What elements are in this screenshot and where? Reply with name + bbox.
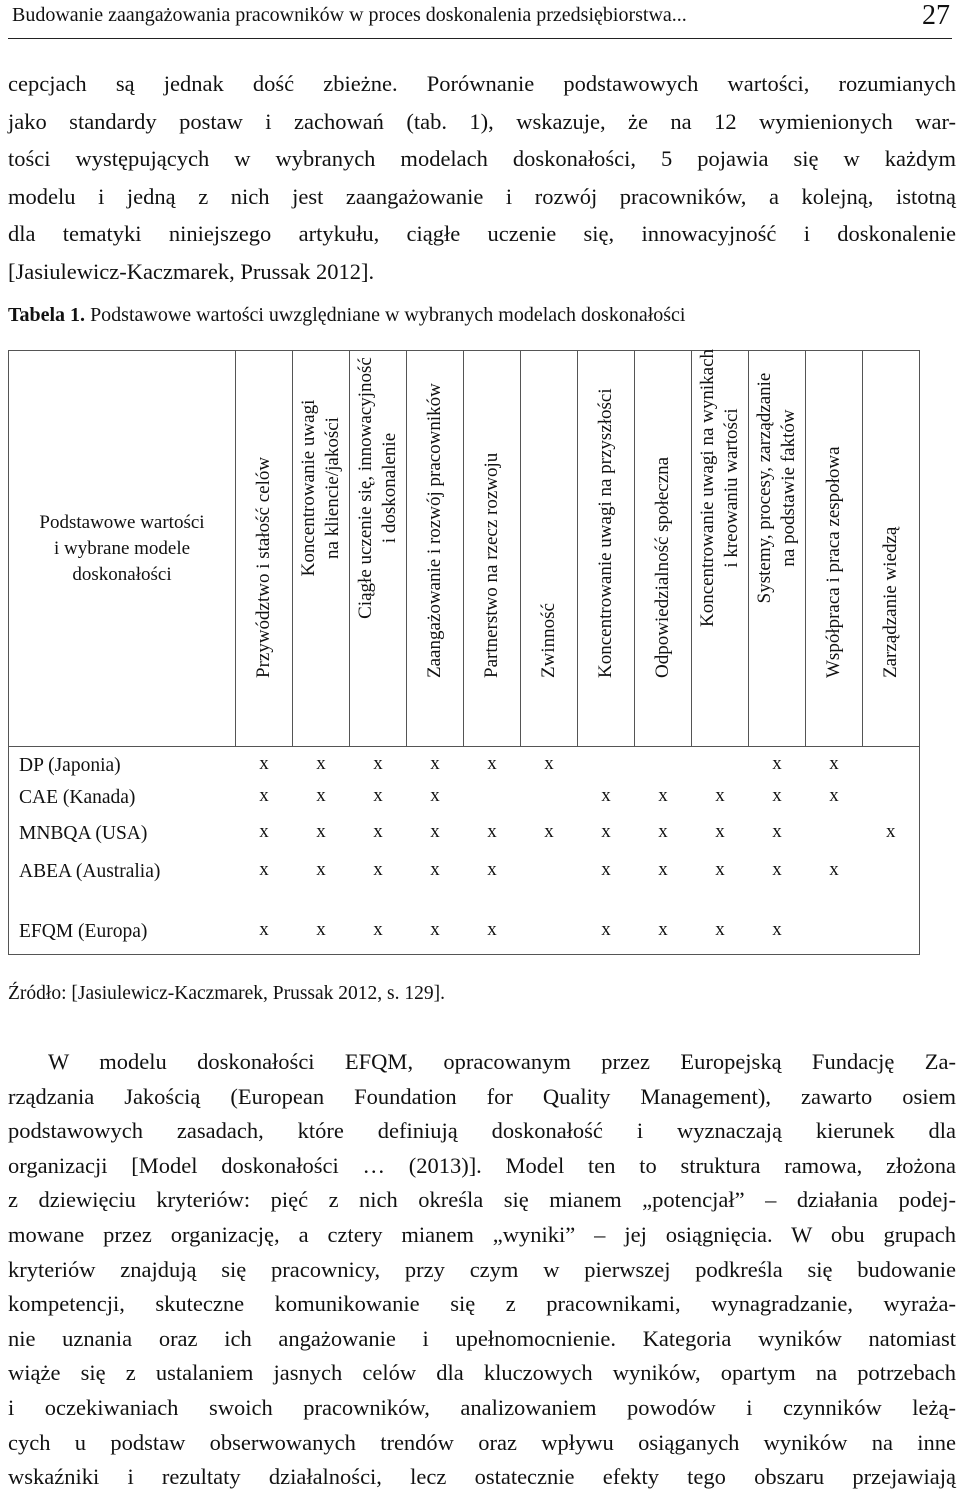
table-cell-mark: [863, 859, 920, 919]
table-cell-mark: x: [578, 919, 635, 955]
column-header-label: Zarządzanie wiedzą: [880, 526, 901, 678]
text-line: W modelu doskonałości EFQM, opracowanym przez Europejską Fundację Za-: [48, 1049, 956, 1074]
text-line: jako standardy postaw i zachowań (tab. 1), wskazuje, że na 12 wymienionych war-: [8, 108, 956, 134]
table-cell-mark: x: [293, 919, 350, 955]
column-header: [635, 351, 692, 747]
text-line: tości występujących w wybranych modelach doskonałości, 5 pojawia się w każdym: [8, 146, 956, 171]
corner-line: i wybrane modele: [53, 537, 191, 559]
header-title: Budowanie zaangażowania pracowników w proces doskonalenia przedsiębiorstwa...: [12, 4, 687, 26]
table-cell-mark: [578, 747, 635, 785]
row-label: MNBQA (USA): [9, 821, 236, 859]
table-cell-mark: x: [829, 858, 839, 880]
table-cell-mark: x: [635, 919, 692, 955]
table-cell-mark: [521, 785, 578, 821]
column-header: [692, 348, 749, 747]
column-header-label: Zaangażowanie i rozwój pracowników: [424, 383, 445, 678]
text-line: cepcjach są jednak dość zbieżne. Porównanie podstawowych wartości, rozumianych: [8, 71, 956, 96]
column-header-label: Odpowiedzialność społeczna: [652, 456, 673, 678]
column-header: [521, 351, 578, 747]
column-header-label: Koncentrowanie uwagi na przyszłości: [595, 388, 616, 678]
table-cell-mark: x: [772, 784, 782, 806]
column-header: [236, 351, 293, 747]
row-label: EFQM (Europa): [9, 919, 236, 955]
table-cell-mark: [521, 919, 578, 955]
table-cell-mark: x: [772, 820, 782, 842]
column-header-label: Partnerstwo na rzecz rozwoju: [481, 452, 502, 678]
column-header-label: na kliencie/jakości: [322, 417, 343, 559]
table-header-row: [9, 351, 920, 747]
column-header-label: i doskonalenie: [379, 432, 400, 544]
column-header: [350, 351, 407, 747]
corner-line: Podstawowe wartości: [39, 511, 205, 533]
table-cell-mark: [806, 821, 863, 859]
text-line: modelu i jedną z nich jest zaangażowanie i rozwój pracowników, a kolejną, istotną: [8, 183, 956, 209]
table-cell-mark: x: [259, 820, 269, 842]
column-header-label: na podstawie faktów: [778, 409, 799, 567]
text-line: organizacji [Model doskonałości … (2013)]. Model ten to struktura ramowa, złożona: [8, 1152, 956, 1178]
table-cell-mark: x: [544, 820, 554, 842]
text-line: nie uznania oraz ich angażowanie i upełnomocnienie. Kategoria wyników natomiast: [8, 1325, 956, 1351]
table-cell-mark: x: [487, 753, 497, 774]
column-header-label: Koncentrowanie uwagi: [298, 399, 319, 577]
table-row: [9, 747, 920, 785]
table-cell-mark: x: [772, 858, 782, 880]
table-cell-mark: x: [601, 820, 611, 842]
text-line: [Jasiulewicz-Kaczmarek, Prussak 2012].: [8, 258, 375, 284]
text-line: i oczekiwaniach swoich pracowników, analizowaniem powodów i czynników leżą-: [8, 1394, 956, 1420]
column-header: [806, 351, 863, 747]
column-header: [749, 351, 806, 747]
table-cell-mark: [635, 747, 692, 785]
table-cell-mark: [521, 859, 578, 919]
row-label: CAE (Kanada): [9, 785, 236, 821]
column-header-label: i kreowaniu wartości: [721, 408, 742, 568]
column-header: [293, 351, 350, 747]
text-line: podstawowych zasadach, które definiują doskonałość i wyznaczają kierunek dla: [8, 1118, 956, 1144]
column-header-label: Systemy, procesy, zarządzanie: [754, 372, 775, 604]
table-cell-mark: [692, 747, 749, 785]
table-cell-mark: [863, 785, 920, 821]
table-cell-mark: x: [316, 820, 326, 842]
table-caption-label: Tabela 1.: [8, 304, 86, 326]
table-cell-mark: x: [259, 784, 269, 806]
table-cell-mark: x: [350, 919, 407, 955]
table-cell-mark: x: [487, 820, 497, 842]
table-cell-mark: x: [430, 784, 440, 806]
table-cell-mark: x: [407, 919, 464, 955]
table-cell-mark: x: [544, 753, 554, 774]
column-header: [407, 351, 464, 747]
table-cell-mark: x: [373, 784, 383, 806]
table-cell-mark: [863, 919, 920, 955]
corner-line: doskonałości: [72, 563, 172, 585]
table-cell-mark: [863, 747, 920, 785]
table-cell-mark: x: [373, 820, 383, 842]
table-cell-mark: x: [692, 919, 749, 955]
table-cell-mark: x: [316, 784, 326, 806]
table-cell-mark: x: [430, 753, 440, 774]
running-header: [8, 0, 952, 39]
column-header-label: Współpraca i praca zespołowa: [823, 446, 844, 678]
table-cell-mark: x: [464, 919, 521, 955]
values-table: [8, 350, 920, 955]
table-cell-mark: x: [259, 858, 269, 880]
text-line: kryteriów znajdują się pracownicy, przy czym w pierwszej podkreśla się budowanie: [8, 1256, 956, 1282]
table-cell-mark: x: [236, 919, 293, 955]
text-line: cych u podstaw obserwowanych trendów oraz wpływu osiąganych wyników na inne: [8, 1429, 956, 1455]
text-line: kompetencji, skuteczne komunikowanie się z pracownikami, wynagradzanie, wyraża-: [8, 1291, 956, 1317]
table-cell-mark: x: [601, 784, 611, 806]
column-header-label: Zwinność: [538, 603, 559, 678]
text-line: wiąże się z ustalaniem jasnych celów dla kluczowych wyników, opartym na potrzebach: [8, 1360, 956, 1386]
column-header-label: Ciągłe uczenie się, innowacyjność: [355, 357, 376, 619]
table-row: [9, 919, 920, 955]
table-cell-mark: x: [658, 858, 668, 880]
table-cell-mark: x: [772, 753, 782, 774]
table-row: [9, 821, 920, 859]
table-cell-mark: x: [658, 820, 668, 842]
text-line: mowane przez organizację, a cztery mianem „wyniki” – jej osiągnięcia. W obu grupach: [8, 1221, 956, 1247]
table-cell-mark: x: [715, 820, 725, 842]
page-number: 27: [922, 0, 950, 31]
table-cell-mark: x: [316, 858, 326, 880]
text-line: rządzania Jakością (European Foundation for Quality Management), zawarto osiem: [8, 1083, 956, 1109]
table-cell-mark: x: [259, 753, 269, 774]
table-cell-mark: x: [749, 919, 806, 955]
column-header-label: Przywództwo i stałość celów: [253, 456, 274, 678]
table-cell-mark: x: [316, 753, 326, 774]
table-cell-mark: x: [658, 784, 668, 806]
table-cell-mark: x: [715, 858, 725, 880]
table-cell-mark: x: [373, 753, 383, 774]
table-caption-text: Podstawowe wartości uwzględniane w wybranych modelach doskonałości: [85, 304, 686, 326]
table-cell-mark: x: [829, 753, 839, 774]
column-header: [464, 351, 521, 747]
table-row: [9, 859, 920, 919]
paragraph-intro: [8, 65, 956, 290]
table-cell-mark: x: [373, 858, 383, 880]
table-corner-header: [9, 351, 236, 747]
text-line: wskaźniki i rezultaty działalności, lecz ostatecznie efekty tego obszaru przejawiają: [8, 1464, 956, 1490]
row-label: ABEA (Australia): [9, 859, 236, 919]
table-cell-mark: x: [430, 820, 440, 842]
row-label: DP (Japonia): [9, 747, 236, 785]
table-cell-mark: x: [863, 821, 920, 859]
table-cell-mark: x: [487, 858, 497, 880]
text-line: z dziewięciu kryteriów: pięć z nich określa się mianem „potencjał” – działania podej-: [8, 1187, 956, 1213]
paragraph-efqm: [8, 1045, 956, 1495]
column-header-label: Koncentrowanie uwagi na wynikach: [697, 348, 718, 628]
column-header: [863, 351, 920, 747]
table-cell-mark: x: [430, 858, 440, 880]
table-cell-mark: x: [829, 784, 839, 806]
table-cell-mark: [464, 785, 521, 821]
text-line: dla tematyki niniejszego artykułu, ciągłe uczenie się, innowacyjność i doskonalenie: [8, 221, 956, 246]
table-cell-mark: x: [715, 784, 725, 806]
table-row: [9, 785, 920, 821]
column-header: [578, 351, 635, 747]
table-cell-mark: x: [601, 858, 611, 880]
table-source: Źródło: [Jasiulewicz-Kaczmarek, Prussak 2012, s. 129].: [8, 983, 446, 1004]
table-cell-mark: [806, 919, 863, 955]
